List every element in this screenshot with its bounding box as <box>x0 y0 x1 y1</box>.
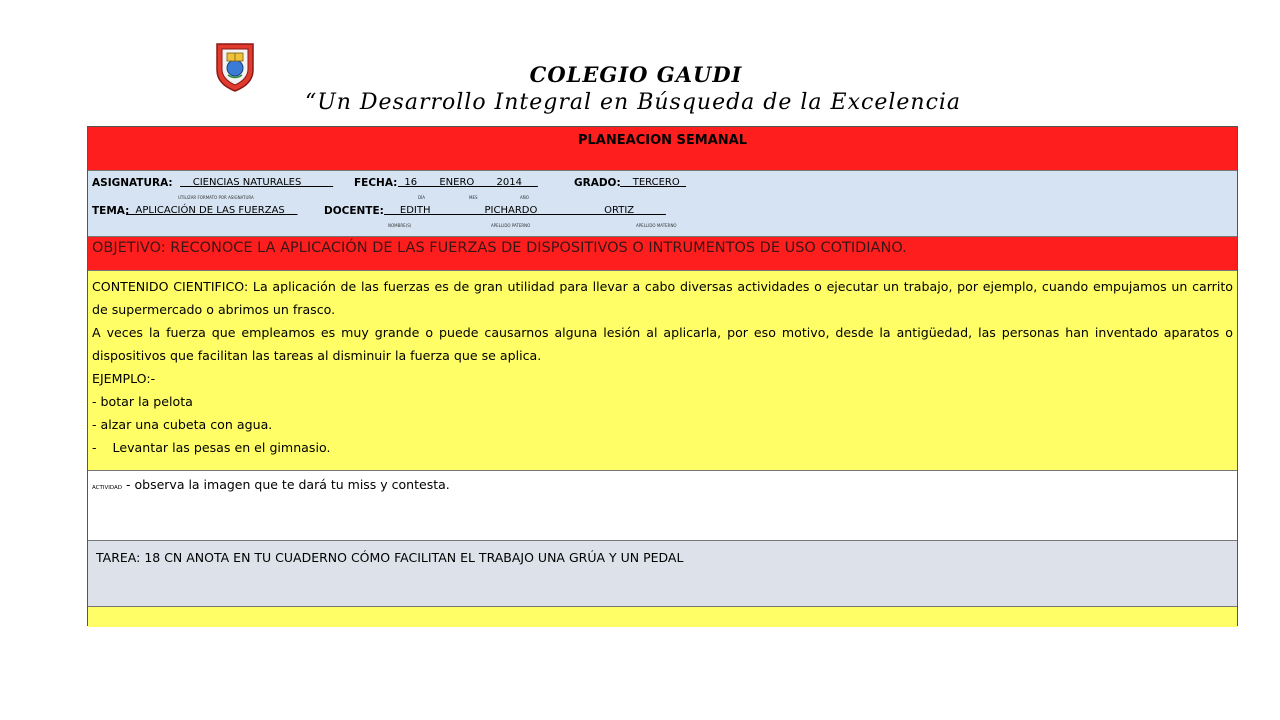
actividad-row <box>88 471 1237 541</box>
tarea-text: TAREA: 18 CN ANOTA EN TU CUADERNO CÓMO FACILITAN EL TRABAJO UNA GRÚA Y UN PEDAL <box>96 550 684 565</box>
empty-row <box>88 607 1237 627</box>
fecha-hint-mes: MES <box>469 195 478 200</box>
ejemplo-item-3: - Levantar las pesas en el gimnasio. <box>92 440 331 455</box>
actividad-block <box>92 477 450 492</box>
contenido-row <box>88 271 1237 471</box>
asignatura-value: CIENCIAS NATURALES <box>180 177 334 188</box>
docente-hint-paterno: APELLIDO PATERNO <box>491 223 531 228</box>
school-name: COLEGIO GAUDI <box>529 62 743 87</box>
asignatura-label: ASIGNATURA: <box>92 177 173 189</box>
objetivo-text: OBJETIVO: RECONOCE LA APLICACIÓN DE LAS FUERZAS DE DISPOSITIVOS O INTRUMENTOS DE USO COTIDIANO. <box>92 240 907 256</box>
fecha-value: 16 ENERO 2014 <box>398 177 538 188</box>
grado-value: TERCERO <box>620 177 687 188</box>
fecha-hint-ano: AÑO <box>520 195 529 200</box>
tarea-row <box>88 541 1237 607</box>
contenido-paragraph-1: CONTENIDO CIENTIFICO: La aplicación de las fuerzas es de gran utilidad para llevar a cabo diversas actividades o ejecutar un trabajo, por ejemplo, cuando empujamos un carrito de supermercado o abrimos un frasco. <box>92 279 1233 317</box>
fecha-hint-dia: DÍA <box>418 195 425 200</box>
docente-label: DOCENTE: <box>324 205 384 217</box>
ejemplo-label: EJEMPLO:- <box>92 371 156 386</box>
school-motto: “Un Desarrollo Integral en Búsqueda de la Excelencia <box>304 90 962 115</box>
objetivo-row <box>88 237 1237 271</box>
asignatura-hint: UTILIZAR FORMATO POR ASIGNATURA <box>178 195 254 200</box>
docente-hint-nombre: NOMBRE(S) <box>388 223 412 228</box>
weekly-plan-table <box>87 126 1238 626</box>
contenido-paragraph-2: A veces la fuerza que empleamos es muy grande o puede causarnos alguna lesión al aplicarla, por eso motivo, desde la antigüedad, las personas han inventado aparatos o dispositivos que facilitan las tareas al disminuir la fuerza que se aplica. <box>92 325 1233 363</box>
tema-value: APLICACIÓN DE LAS FUERZAS <box>126 205 298 216</box>
grado-label: GRADO: <box>574 177 621 189</box>
ejemplo-item-1: - botar la pelota <box>92 394 193 409</box>
ejemplo-item-2: - alzar una cubeta con agua. <box>92 417 273 432</box>
docente-hint-materno: APELLIDO MATERNO <box>636 223 677 228</box>
plan-info-row <box>88 171 1237 237</box>
fecha-label: FECHA: <box>354 177 398 189</box>
contenido-block <box>92 275 1233 459</box>
actividad-text: - observa la imagen que te dará tu miss y contesta. <box>126 477 450 492</box>
docente-value: EDITH PICHARDO ORTIZ <box>384 205 666 216</box>
actividad-label: ACTIVIDAD <box>92 485 123 491</box>
plan-title: PLANEACION SEMANAL <box>578 133 747 148</box>
tema-label: TEMA: <box>92 205 130 217</box>
plan-title-row <box>88 127 1237 171</box>
